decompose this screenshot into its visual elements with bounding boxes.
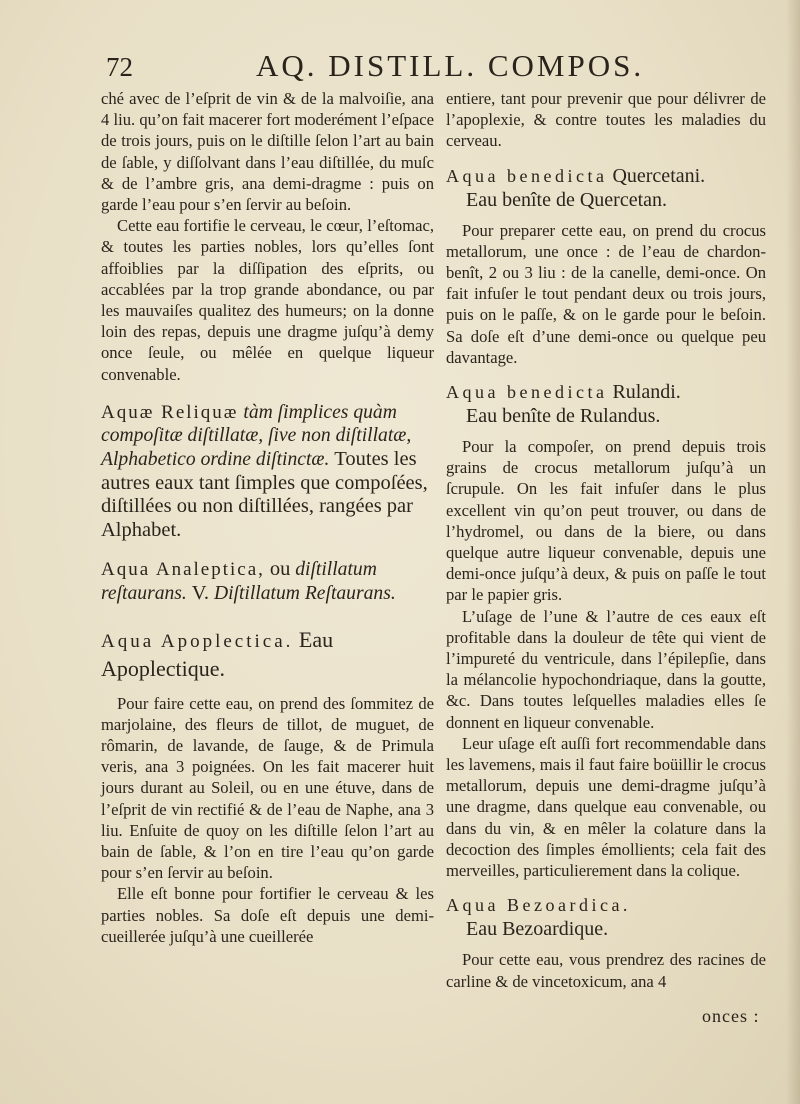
paragraph: Pour faire cette eau, on prend des ſommitez de marjolaine, des fleurs de tillot, de muguet, de rômarin, de lavande, de ſauge, & de Primula veris, ana 3 poignées. On les fait macerer huit jours durant au Soleil, ou en une étuve, dans de l’eſprit de vin rectifié & de l’eau de Naphe, ana 3 liu. Enſuite de quoy on les diſtille ſelon l’art au bain de ſable, & l’on en tire l’eau qu’on garde pour s’en ſervir au beſoin. — [101, 693, 434, 883]
heading-french: Eau benîte de Rulandus. — [466, 405, 661, 428]
paragraph: Pour cette eau, vous prendrez des racines de carline & de vincetoxicum, ana 4 — [446, 950, 766, 991]
heading-french: Eau Bezoardique. — [466, 918, 609, 941]
paragraph: Pour preparer cette eau, on prend du crocus metallorum, une once : de l’eau de chardon-benît, 2 ou 3 liu : de la canelle, demi-once. On fait infuſer le tout pendant deux ou trois jours, puis on le paſſe, & on le garde pour le beſoin. Sa doſe eſt d’une demi-once ou quelque peu davantage. — [446, 220, 766, 367]
heading-connector: ou — [269, 558, 291, 581]
heading-latin-italic: diſtillatum reſtaurans. — [101, 559, 377, 604]
heading-latin-caps: Aqua benedicta — [446, 382, 608, 403]
right-column — [446, 88, 766, 992]
heading-latin-caps: Aqua benedicta — [446, 165, 608, 186]
left-column — [101, 88, 434, 947]
heading-latin-caps: Aqua Apoplectica. — [101, 630, 294, 652]
paragraph: L’uſage de l’une & l’autre de ces eaux eſt profitable dans la douleur de tête qui vient de l’impureté du ventricule, dans l’épilepſie, dans la mélancolie hypochondriaque, dans la goutte, &c. Dans toutes leſquelles maladies elles ſe donnent en liqueur convenable. — [446, 606, 766, 732]
heading-french: Eau benîte de Quercetan. — [466, 188, 668, 211]
heading-author-name: Quercetani. — [612, 164, 706, 187]
section-heading-aqua-analeptica — [101, 558, 434, 605]
heading-author-name: Rulandi. — [612, 381, 681, 404]
catchword: onces : — [702, 1006, 760, 1026]
section-heading-aquae-reliquae — [101, 401, 434, 543]
section-heading-aqua-apoplectica — [101, 626, 434, 683]
heading-latin-italic: tàm ſimplices quàm compoſitæ diſtillatæ, ſive non diſtillatæ, Alphabetico ordine diſtinctæ. — [101, 401, 412, 471]
heading-french: Toutes les autres eaux tant ſimples que compoſées, diſtillées ou non diſtillées, rangées par Alphabet. — [101, 448, 428, 541]
paragraph: ché avec de l’eſprit de vin & de la malvoiſie, ana 4 liu. qu’on fait macerer fort moderément l’eſpace de trois jours, puis on le diſtille ſelon l’art au bain de ſable, y diſſolvant dans l’eau diſtillée, du muſc & de l’ambre gris, ana demi-dragme : puis on garde l’eau pour s’en ſervir au beſoin. — [101, 89, 434, 215]
paragraph: Leur uſage eſt auſſi fort recommendable dans les lavemens, mais il faut faire boüillir le crocus metallorum, depuis une demi-dragme juſqu’à une dragme, dans quelque eau convenable, ou dans du vin, & en mêler la colature dans la decoction des ſimples émollients; cela fait des merveilles, particulierement dans la colique. — [446, 733, 766, 881]
page-number: 72 — [106, 52, 133, 82]
section-heading-aqua-benedicta-rulandi — [446, 380, 766, 428]
heading-latin-italic: Diſtillatum Reſtaurans. — [213, 583, 396, 604]
paragraph: Pour la compoſer, on prend depuis trois grains de crocus metallorum juſqu’à un ſcrupule. On les fait infuſer dans le plus excellent vin qu’on peut trouver, ou dans de l’hydromel, ou dans de la biere, ou dans quelque autre liqueur convenable, depuis une demi-once juſqu’à deux, & puis on paſſe le tout par le papier gris. — [446, 437, 766, 605]
heading-latin-caps: Aquæ Reliquæ — [101, 401, 239, 423]
heading-french: Eau Apoplectique. — [101, 626, 334, 682]
page-edge-shadow — [786, 0, 800, 1104]
heading-latin-caps: Aqua Analeptica, — [101, 559, 265, 581]
running-head — [106, 48, 746, 88]
running-title: AQ. DISTILL. COMPOS. — [256, 48, 645, 83]
section-heading-aqua-benedicta-quercetani — [446, 164, 766, 212]
section-heading-aqua-bezoardica — [446, 893, 766, 941]
paragraph: entiere, tant pour prevenir que pour délivrer de l’apoplexie, & contre toutes les maladies du cerveau. — [446, 89, 766, 151]
heading-cross-reference: V. — [191, 582, 210, 604]
paragraph: Elle eſt bonne pour fortifier le cerveau & les parties nobles. Sa doſe eſt depuis une demi-cueillerée juſqu’à une cueillerée — [101, 884, 434, 946]
paragraph: Cette eau fortifie le cerveau, le cœur, l’eſtomac, & toutes les parties nobles, lors qu’elles ſont affoiblies par la diſſipation des eſprits, ou accablées par la trop grande abondance, ou par les mauvaiſes qualitez des humeurs; on la donne loin des repas, depuis une dragme juſqu’à demy once ſeule, ou mêlée en quelque liqueur convenable. — [101, 216, 434, 384]
heading-latin-caps: Aqua Bezoardica. — [446, 895, 631, 916]
